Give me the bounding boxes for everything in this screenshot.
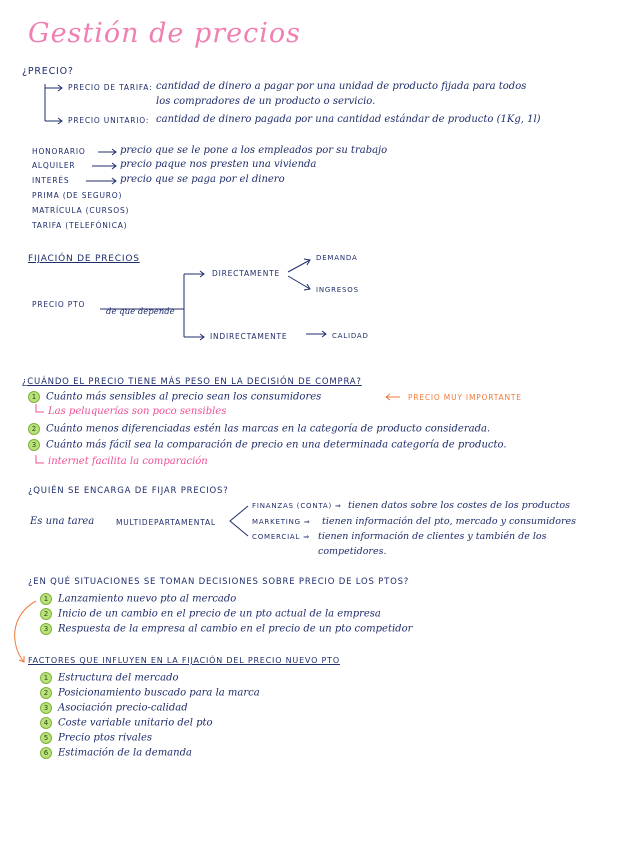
list-item xyxy=(40,672,179,684)
number-badge: 1 xyxy=(40,672,52,684)
list-item-text: Respuesta de la empresa al cambio en el precio de un pto competidor xyxy=(58,623,413,635)
list-item-text: Cuánto más sensibles al precio sean los consumidores xyxy=(46,391,322,403)
list-item-text: Cuánto más fácil sea la comparación de precio en una determinada categoría de producto. xyxy=(46,439,507,451)
list-item xyxy=(40,593,236,605)
list-item-text: Coste variable unitario del pto xyxy=(58,717,213,729)
list-item xyxy=(40,687,260,699)
list-item-text: Cuánto menos diferenciadas estén las marcas en la categoría de producto considerada. xyxy=(46,423,491,435)
list-item-text: Estructura del mercado xyxy=(58,672,179,684)
list-item xyxy=(40,623,412,635)
list-item xyxy=(40,717,213,729)
number-badge: 2 xyxy=(40,687,52,699)
list-item xyxy=(40,608,381,620)
muy-importante-note: PRECIO MUY IMPORTANTE xyxy=(408,393,522,402)
finanzas-label: FINANZAS (CONTA) ⇒ xyxy=(252,502,342,510)
tarifa-line2: los compradores de un producto o servicio. xyxy=(156,96,376,107)
directamente-label: DIRECTAMENTE xyxy=(212,269,281,278)
list-item xyxy=(40,747,192,759)
list-item-text: Inicio de un cambio en el precio de un pto actual de la empresa xyxy=(58,608,381,620)
ingresos-label: INGRESOS xyxy=(316,286,359,294)
number-badge: 3 xyxy=(40,623,52,635)
number-badge: 6 xyxy=(40,747,52,759)
page-title: Gestión de precios xyxy=(28,18,301,49)
list-item xyxy=(28,423,490,435)
number-badge: 4 xyxy=(40,717,52,729)
list-item xyxy=(28,391,321,403)
indirectamente-label: INDIRECTAMENTE xyxy=(210,332,288,341)
number-badge: 5 xyxy=(40,732,52,744)
list-item-text: Posicionamiento buscado para la marca xyxy=(58,687,260,699)
multidepartamental-label: MULTIDEPARTAMENTAL xyxy=(116,518,216,527)
list-item-text: Asociación precio-calidad xyxy=(58,702,188,714)
term-definition: precio que se paga por el dinero xyxy=(120,174,285,185)
number-badge: 1 xyxy=(28,391,40,403)
comercial-text-continued: competidores. xyxy=(318,546,387,557)
term-label: TARIFA (TELEFÓNICA) xyxy=(32,221,128,230)
unitario-text: cantidad de dinero pagada por una cantidad estándar de producto (1Kg, 1l) xyxy=(156,114,541,125)
marketing-label: MARKETING ⇒ xyxy=(252,518,311,526)
term-label: MATRÍCULA (CURSOS) xyxy=(32,206,130,215)
calidad-label: CALIDAD xyxy=(332,332,369,340)
tarifa-line1: cantidad de dinero a pagar por una unidad de producto fijada para todos xyxy=(156,81,527,92)
number-badge: 2 xyxy=(40,608,52,620)
demanda-label: DEMANDA xyxy=(316,254,358,262)
list-item-text: Lanzamiento nuevo pto al mercado xyxy=(58,593,237,605)
list-item xyxy=(28,439,507,451)
term-definition: precio paque nos presten una vivienda xyxy=(120,159,317,170)
situaciones-heading: ¿EN QUÉ SITUACIONES SE TOMAN DECISIONES SOBRE PRECIO DE LOS PTOS? xyxy=(28,577,410,587)
precio-heading: ¿PRECIO? xyxy=(22,66,74,77)
list-item-text: Estimación de la demanda xyxy=(58,747,192,759)
peso-heading: ¿CUÁNDO EL PRECIO TIENE MÁS PESO EN LA DECISIÓN DE COMPRA? xyxy=(22,377,362,387)
factores-heading: FACTORES QUE INFLUYEN EN LA FIJACIÓN DEL PRECIO NUEVO PTO xyxy=(28,656,340,665)
number-badge: 3 xyxy=(40,702,52,714)
es-una-tarea: Es una tarea xyxy=(30,516,95,527)
list-item-text: Precio ptos rivales xyxy=(58,732,153,744)
unitario-label: PRECIO UNITARIO: xyxy=(68,116,150,125)
list-item xyxy=(40,732,152,744)
term-label: INTERÉS xyxy=(32,176,70,185)
number-badge: 1 xyxy=(40,593,52,605)
marketing-text: tienen información del pto, mercado y consumidores xyxy=(322,516,576,527)
precio-pto-label: PRECIO PTO xyxy=(32,300,86,309)
number-badge: 3 xyxy=(28,439,40,451)
term-label: PRIMA (DE SEGURO) xyxy=(32,191,123,200)
term-label: HONORARIO xyxy=(32,147,86,156)
number-badge: 2 xyxy=(28,423,40,435)
comercial-label: COMERCIAL ⇒ xyxy=(252,533,310,541)
list-item xyxy=(40,702,188,714)
term-label: ALQUILER xyxy=(32,161,76,170)
term-definition: precio que se le pone a los empleados por su trabajo xyxy=(120,145,388,156)
tarifa-label: PRECIO DE TARIFA: xyxy=(68,83,153,92)
comercial-text: tienen información de clientes y también de los xyxy=(318,531,547,542)
peluquerias-note: Las peluquerías son poco sensibles xyxy=(48,406,227,417)
fijacion-heading: FIJACIÓN DE PRECIOS xyxy=(28,254,140,264)
depende-label: de que depende xyxy=(106,307,175,317)
finanzas-text: tienen datos sobre los costes de los productos xyxy=(348,500,570,511)
encarga-heading: ¿QUIÉN SE ENCARGA DE FIJAR PRECIOS? xyxy=(28,486,229,496)
internet-note: internet facilita la comparación xyxy=(48,456,208,467)
